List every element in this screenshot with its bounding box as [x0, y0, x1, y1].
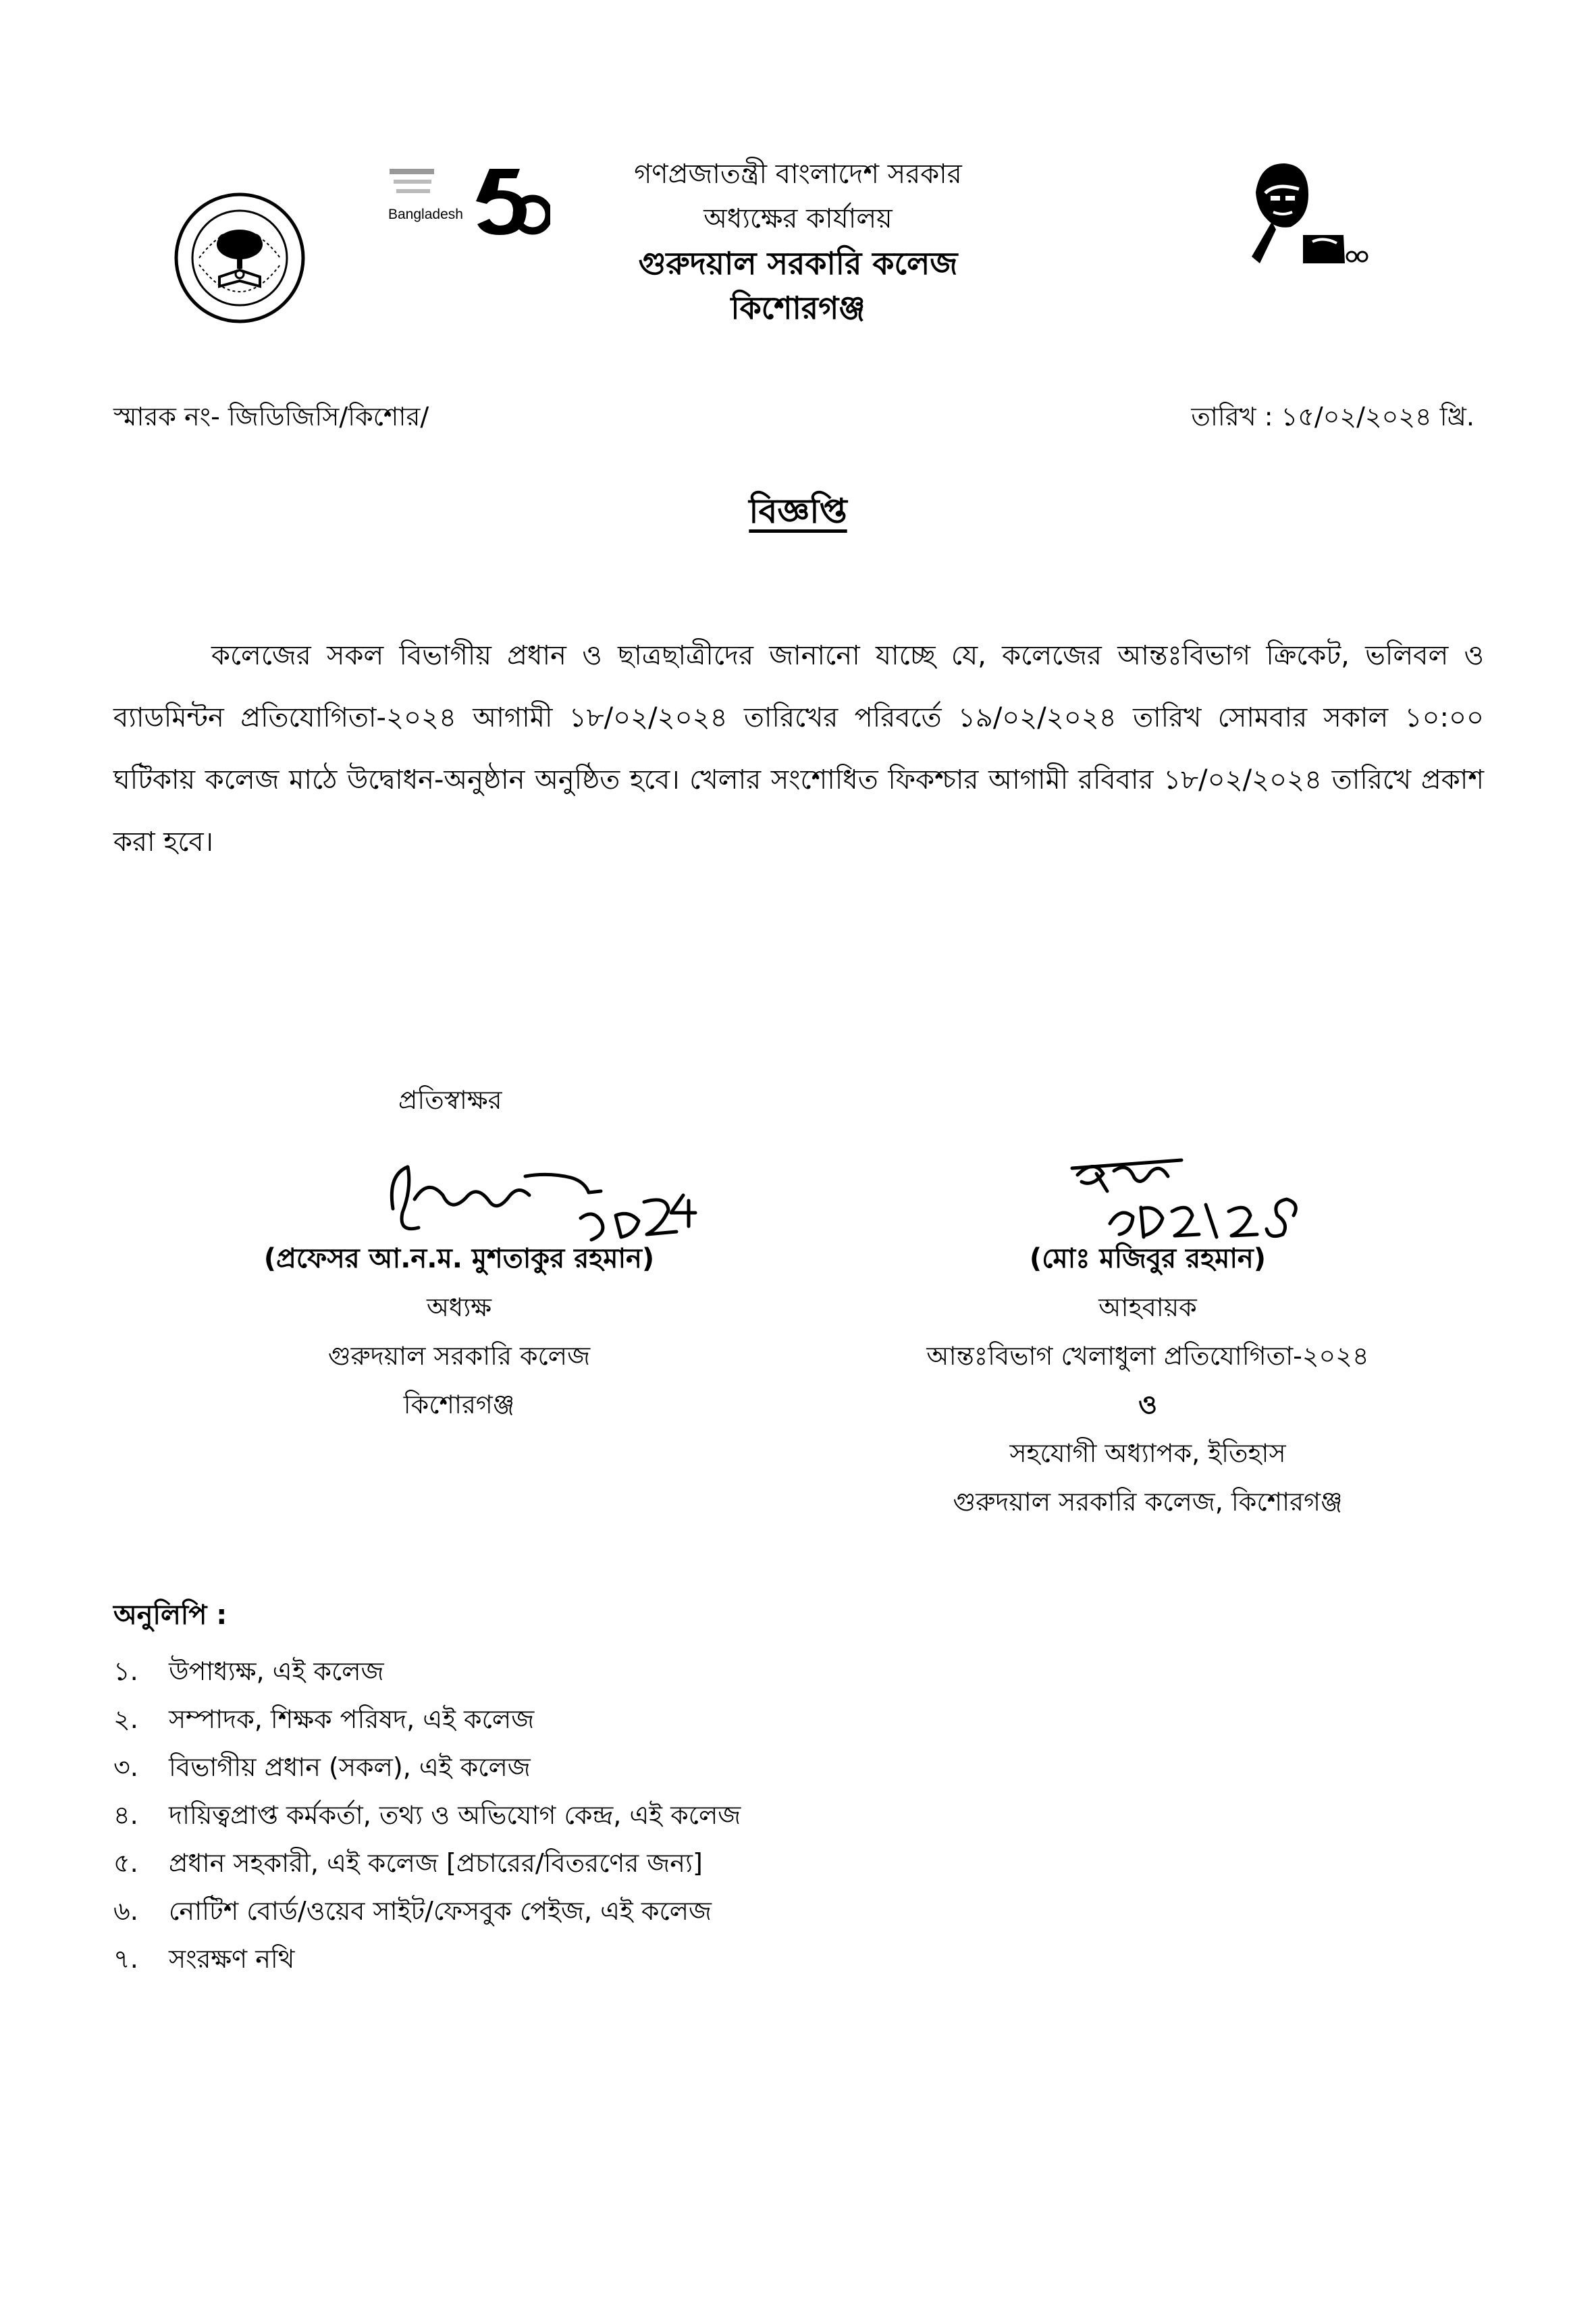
college-name: গুরুদয়াল সরকারি কলেজ: [638, 245, 958, 282]
list-item-text: দায়িত্বপ্রাপ্ত কর্মকর্তা, তথ্য ও অভিযোগ কেন্দ্র, এই কলেজ: [169, 1800, 741, 1830]
convener-designation: আহবায়ক: [1098, 1292, 1197, 1322]
convener-signature-block: [824, 1234, 1472, 1526]
list-item-number: ৬.: [113, 1896, 138, 1926]
notice-title-text: বিজ্ঞপ্তি: [749, 492, 847, 531]
convener-name: (মোঃ মজিবুর রহমান): [1029, 1243, 1267, 1274]
govt-name: গণপ্রজাতন্ত্রী বাংলাদেশ সরকার: [634, 159, 962, 190]
principal-org: গুরুদয়াল সরকারি কলেজ: [327, 1341, 591, 1371]
college-city: কিশোরগঞ্জ: [730, 290, 866, 326]
bd50-logo-text: Bangladesh: [388, 207, 463, 222]
list-item: [113, 1887, 741, 1935]
list-item: [113, 1839, 741, 1887]
convener-org: গুরুদয়াল সরকারি কলেজ, কিশোরগঞ্জ: [953, 1487, 1343, 1517]
notice-body: কলেজের সকল বিভাগীয় প্রধান ও ছাত্রছাত্রীদের জানানো যাচ্ছে যে, কলেজের আন্তঃবিভাগ ক্রিকেট, ভলিবল ও ব্যাডমিন্টন প্রতিযোগিতা-২০২৪ আগামী ১৮/০২/২০২৪ তারিখের পরিবর্তে ১৯/০২/২০২৪ তারিখ সোমবার সকাল ১০:০০ ঘটিকায় কলেজ মাঠে উদ্বোধন-অনুষ্ঠান অনুষ্ঠিত হবে। খেলার সংশোধিত ফিকশ্চার আগামী রবিবার ১৮/০২/২০২৪ তারিখে প্রকাশ করা হবে।: [113, 640, 1484, 858]
list-item-text: উপাধ্যক্ষ, এই কলেজ: [169, 1656, 384, 1686]
list-item-text: সম্পাদক, শিক্ষক পরিষদ, এই কলেজ: [169, 1704, 535, 1734]
convener-designation-2: সহযোগী অধ্যাপক, ইতিহাস: [1009, 1438, 1286, 1468]
list-item: [113, 1744, 741, 1791]
office-name: অধ্যক্ষের কার্যালয়: [703, 203, 893, 234]
list-item-number: ১.: [113, 1656, 138, 1686]
copy-list: [113, 1648, 741, 1983]
list-item: [113, 1648, 741, 1696]
list-item-number: ৩.: [113, 1752, 138, 1782]
notice-title: [0, 486, 1596, 542]
list-item-text: প্রধান সহকারী, এই কলেজ [প্রচারের/বিতরণের জন্য]: [169, 1848, 703, 1878]
letterhead: [0, 152, 1596, 330]
list-item-number: ৪.: [113, 1800, 138, 1830]
list-item-number: ৭.: [113, 1944, 138, 1974]
list-item: [113, 1935, 741, 1983]
convener-committee: আন্তঃবিভাগ খেলাধুলা প্রতিযোগিতা-২০২৪: [926, 1341, 1369, 1371]
list-item-text: বিভাগীয় প্রধান (সকল), এই কলেজ: [169, 1752, 531, 1782]
list-item: [113, 1696, 741, 1744]
copy-list-title: অনুলিপি :: [113, 1600, 228, 1631]
countersign-label: প্রতিস্বাক্ষর: [398, 1085, 502, 1115]
list-item: [113, 1791, 741, 1839]
principal-name: (প্রফেসর আ.ন.ম. মুশতাকুর রহমান): [263, 1243, 655, 1274]
memo-number: স্মারক নং- জিডিজিসি/কিশোর/: [113, 402, 429, 431]
convener-and: ও: [1138, 1390, 1157, 1419]
list-item-text: সংরক্ষণ নথি: [169, 1944, 295, 1974]
list-item-number: ২.: [113, 1704, 138, 1734]
list-item-number: ৫.: [113, 1848, 138, 1878]
principal-signature-block: [203, 1234, 716, 1429]
principal-designation: অধ্যক্ষ: [426, 1292, 491, 1322]
notice-date: তারিখ : ১৫/০২/২০২৪ খ্রি.: [1191, 402, 1474, 431]
list-item-text: নোটিশ বোর্ড/ওয়েব সাইট/ফেসবুক পেইজ, এই কলেজ: [169, 1896, 712, 1926]
principal-city: কিশোরগঞ্জ: [403, 1390, 515, 1419]
